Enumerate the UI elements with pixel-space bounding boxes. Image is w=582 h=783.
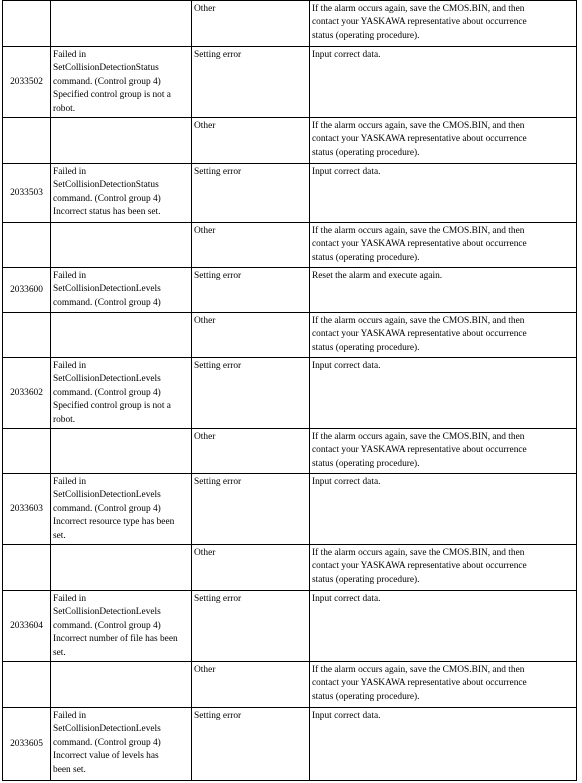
alarm-cause: Setting error <box>192 47 310 118</box>
alarm-remedy: If the alarm occurs again, save the CMOS.BIN, and then contact your YASKAWA representative about occurrence status (operating procedure). <box>310 545 577 591</box>
alarm-remedy: If the alarm occurs again, save the CMOS.BIN, and then contact your YASKAWA representative about occurrence status (operating procedure). <box>310 1 577 47</box>
alarm-code <box>3 662 51 708</box>
alarm-code: 2033600 <box>3 268 51 313</box>
alarm-description: Failed in SetCollisionDetectionLevels command. (Control group 4) Incorrect resource type has been set. <box>51 474 192 545</box>
table-row <box>3 474 577 545</box>
alarm-cause: Setting error <box>192 591 310 662</box>
alarm-code: 2033605 <box>3 708 51 781</box>
table-row <box>3 313 577 358</box>
table-row <box>3 591 577 662</box>
alarm-description: Failed in SetCollisionDetectionStatus command. (Control group 4) Specified control group is not a robot. <box>51 47 192 118</box>
table-row <box>3 662 577 708</box>
alarm-cause: Setting error <box>192 358 310 429</box>
alarm-remedy: Input correct data. <box>310 358 577 429</box>
alarm-remedy: If the alarm occurs again, save the CMOS.BIN, and then contact your YASKAWA representative about occurrence status (operating procedure). <box>310 118 577 164</box>
alarm-remedy: If the alarm occurs again, save the CMOS.BIN, and then contact your YASKAWA representative about occurrence status (operating procedure). <box>310 429 577 474</box>
alarm-code <box>3 313 51 358</box>
table-row <box>3 223 577 268</box>
alarm-cause: Other <box>192 429 310 474</box>
alarm-cause: Other <box>192 313 310 358</box>
table-row <box>3 1 577 47</box>
alarm-cause: Setting error <box>192 268 310 313</box>
alarm-remedy: Input correct data. <box>310 47 577 118</box>
alarm-remedy: Input correct data. <box>310 708 577 781</box>
alarm-remedy: If the alarm occurs again, save the CMOS.BIN, and then contact your YASKAWA representative about occurrence status (operating procedure). <box>310 313 577 358</box>
alarm-cause: Other <box>192 118 310 164</box>
alarm-cause: Setting error <box>192 164 310 223</box>
alarm-cause: Setting error <box>192 474 310 545</box>
alarm-description <box>51 313 192 358</box>
alarm-cause: Other <box>192 545 310 591</box>
alarm-description: Failed in SetCollisionDetectionLevels command. (Control group 4) Incorrect number of file has been set. <box>51 591 192 662</box>
alarm-description <box>51 662 192 708</box>
table-row <box>3 708 577 781</box>
alarm-cause: Other <box>192 662 310 708</box>
alarm-description <box>51 118 192 164</box>
alarm-description <box>51 1 192 47</box>
alarm-remedy: If the alarm occurs again, save the CMOS.BIN, and then contact your YASKAWA representative about occurrence status (operating procedure). <box>310 662 577 708</box>
alarm-code <box>3 429 51 474</box>
alarm-code <box>3 118 51 164</box>
table-row <box>3 429 577 474</box>
alarm-cause: Setting error <box>192 708 310 781</box>
alarm-remedy: If the alarm occurs again, save the CMOS.BIN, and then contact your YASKAWA representative about occurrence status (operating procedure). <box>310 223 577 268</box>
alarm-description: Failed in SetCollisionDetectionLevels command. (Control group 4) Incorrect value of levels has been set. <box>51 708 192 781</box>
alarm-code <box>3 223 51 268</box>
table-row <box>3 545 577 591</box>
table-row <box>3 118 577 164</box>
alarm-code <box>3 545 51 591</box>
alarm-code: 2033602 <box>3 358 51 429</box>
table-row <box>3 268 577 313</box>
alarm-code <box>3 1 51 47</box>
alarm-code: 2033604 <box>3 591 51 662</box>
alarm-description: Failed in SetCollisionDetectionLevels command. (Control group 4) Specified control group is not a robot. <box>51 358 192 429</box>
alarm-description <box>51 223 192 268</box>
alarm-remedy: Input correct data. <box>310 591 577 662</box>
alarm-code: 2033503 <box>3 164 51 223</box>
alarm-cause: Other <box>192 223 310 268</box>
table-row <box>3 47 577 118</box>
alarm-table-body <box>3 1 577 781</box>
alarm-remedy: Input correct data. <box>310 164 577 223</box>
alarm-description <box>51 429 192 474</box>
alarm-code: 2033603 <box>3 474 51 545</box>
alarm-remedy: Reset the alarm and execute again. <box>310 268 577 313</box>
table-row <box>3 164 577 223</box>
alarm-description: Failed in SetCollisionDetectionLevels command. (Control group 4) <box>51 268 192 313</box>
alarm-table <box>2 0 577 781</box>
alarm-description: Failed in SetCollisionDetectionStatus command. (Control group 4) Incorrect status has been set. <box>51 164 192 223</box>
alarm-description <box>51 545 192 591</box>
alarm-remedy: Input correct data. <box>310 474 577 545</box>
alarm-cause: Other <box>192 1 310 47</box>
table-row <box>3 358 577 429</box>
alarm-code: 2033502 <box>3 47 51 118</box>
